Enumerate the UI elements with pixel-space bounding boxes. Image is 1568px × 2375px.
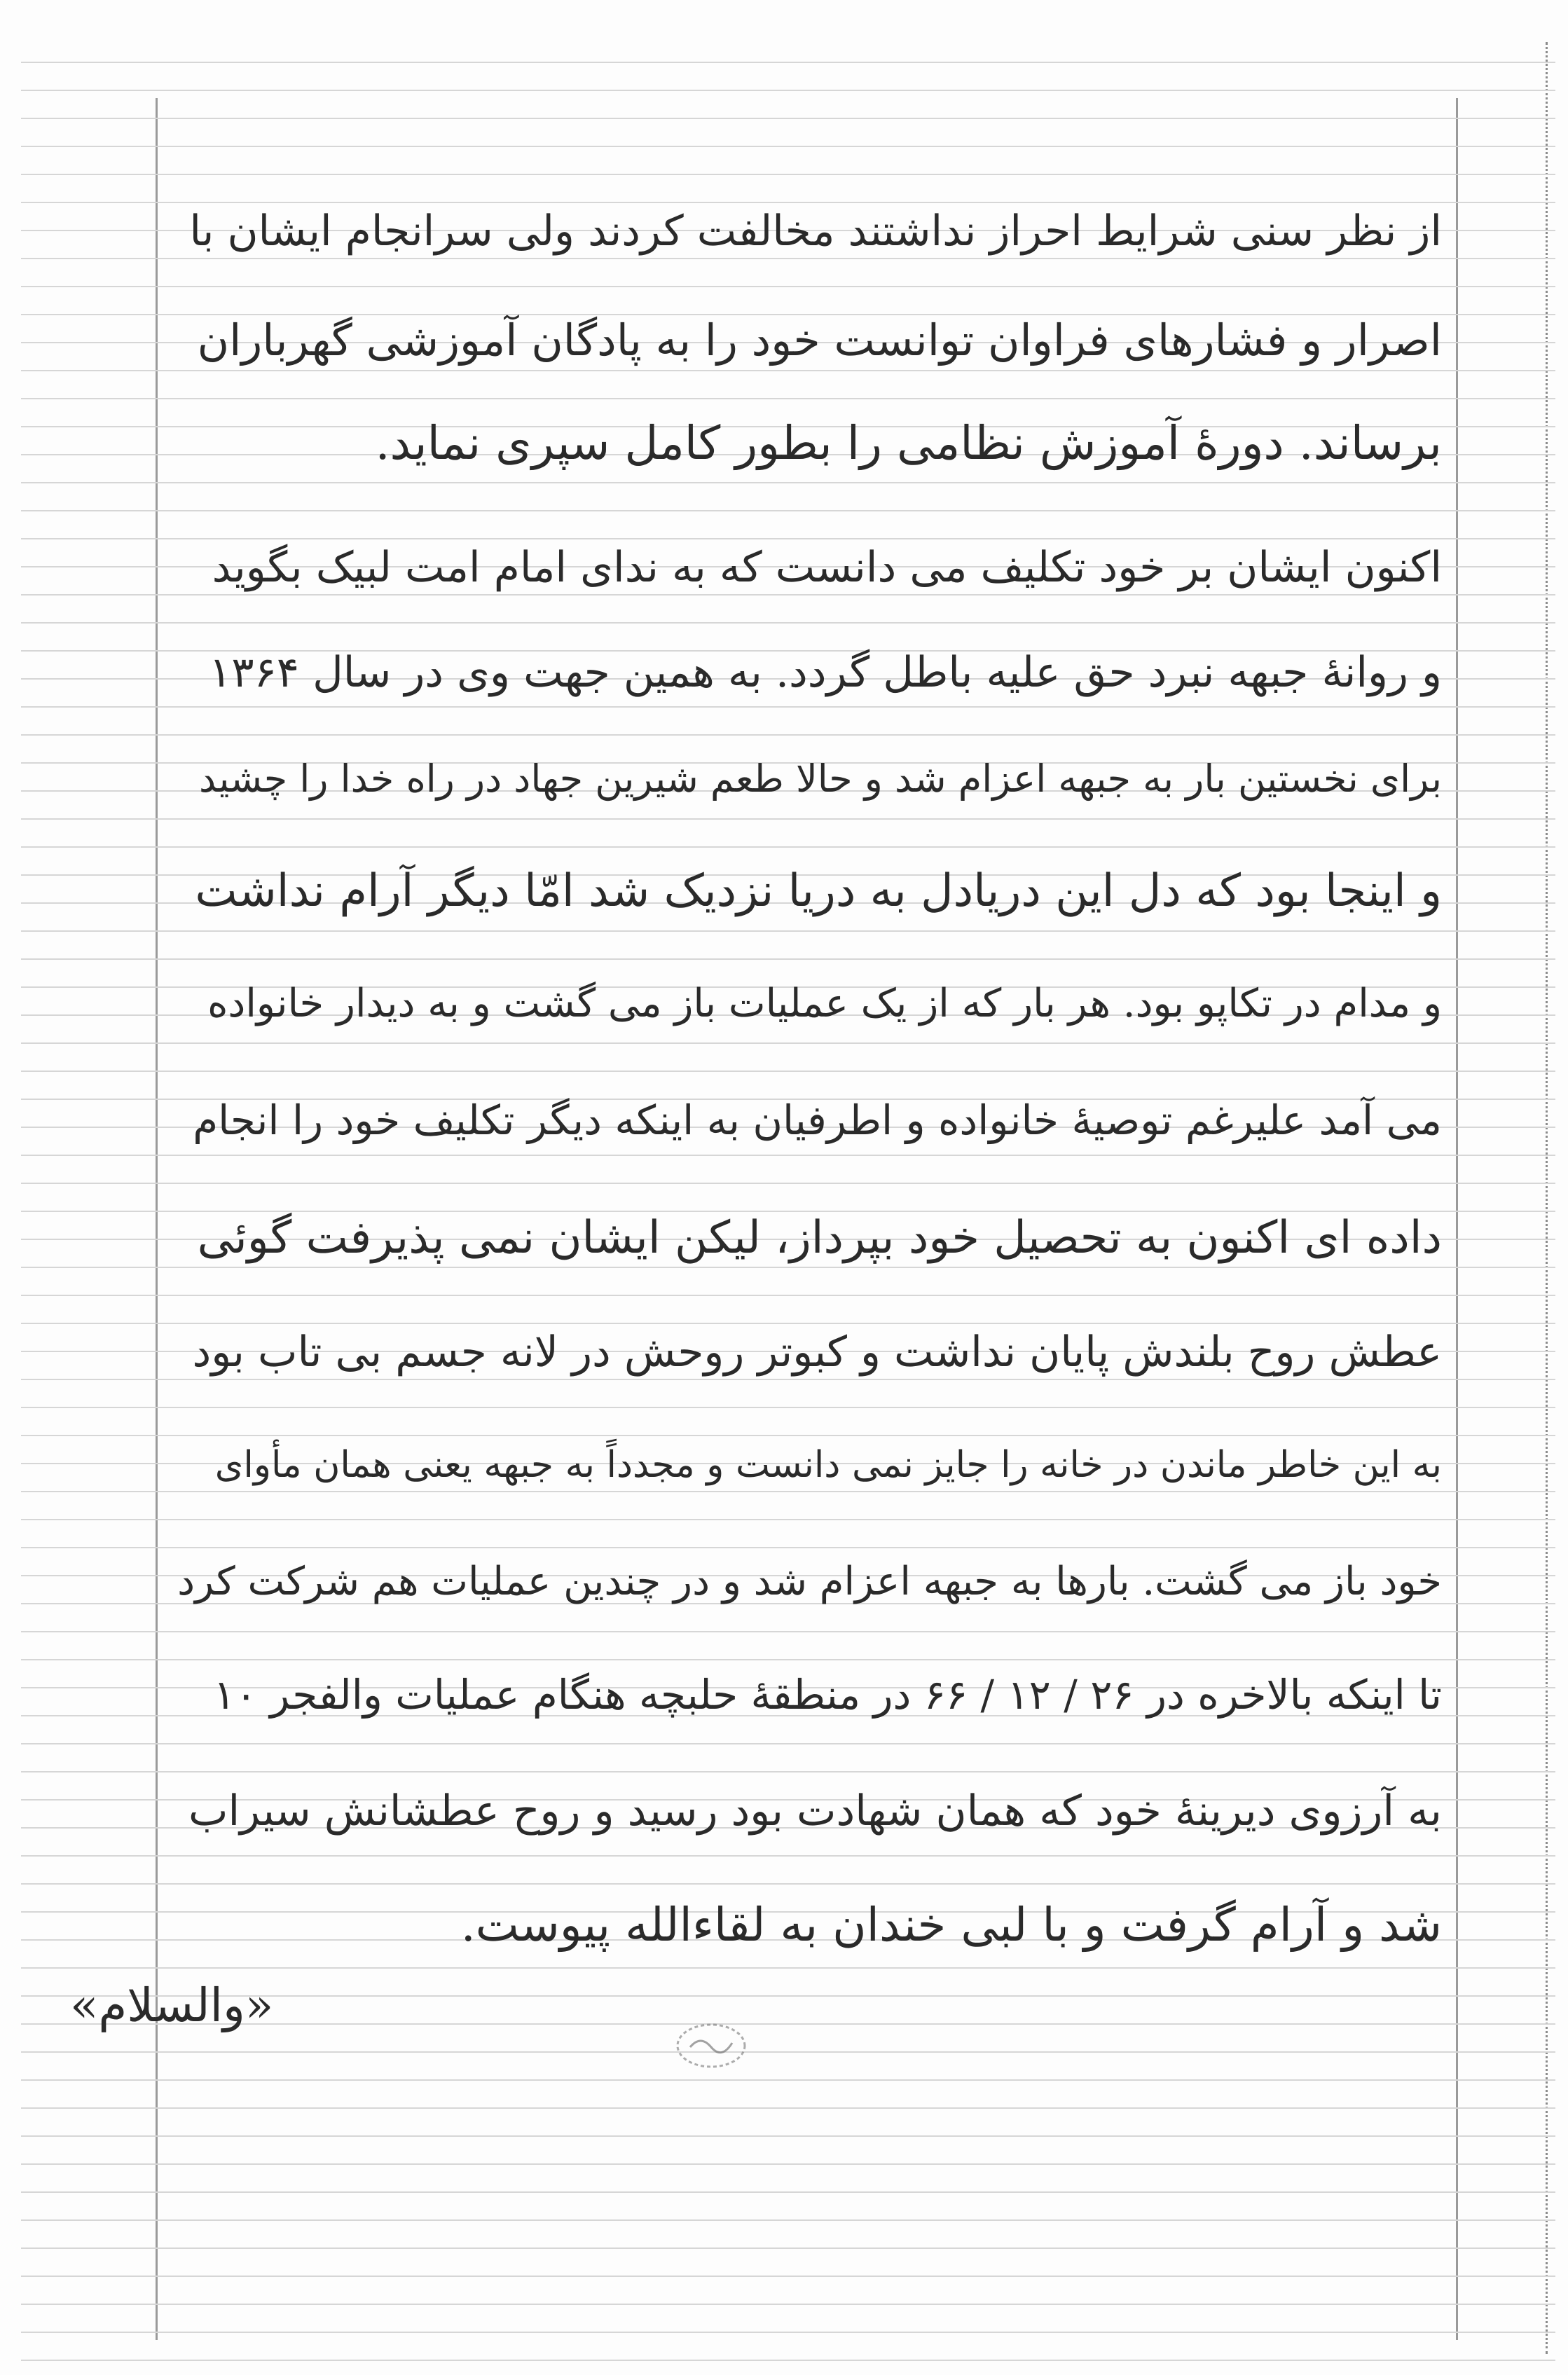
ruled-line bbox=[21, 846, 1555, 848]
ruled-line bbox=[21, 1071, 1555, 1072]
binding-edge bbox=[1546, 42, 1548, 2354]
ruled-line bbox=[21, 2163, 1555, 2165]
ruled-line bbox=[21, 2079, 1555, 2081]
ruled-line bbox=[21, 2191, 1555, 2193]
ruled-line bbox=[21, 1855, 1555, 1857]
ruled-line bbox=[21, 1267, 1555, 1268]
ruled-line bbox=[21, 1743, 1555, 1744]
text-line: خود باز می گشت. بارها به جبهه اعزام شد و در چندین عملیات هم شرکت کرد bbox=[177, 1559, 1442, 1604]
ruled-line bbox=[21, 2051, 1555, 2053]
ruled-line bbox=[21, 174, 1555, 175]
ruled-line bbox=[21, 958, 1555, 960]
ruled-line bbox=[21, 2360, 1555, 2361]
ruled-line bbox=[21, 202, 1555, 203]
ruled-line bbox=[21, 118, 1555, 119]
ruled-line bbox=[21, 2107, 1555, 2109]
ruled-line bbox=[21, 706, 1555, 708]
ruled-line bbox=[21, 2247, 1555, 2249]
ruled-line bbox=[21, 398, 1555, 399]
ruled-line bbox=[21, 734, 1555, 736]
text-line: و روانهٔ جبهه نبرد حق علیه باطل گردد. به همین جهت وی در سال ۱۳۶۴ bbox=[209, 648, 1442, 697]
text-line: شد و آرام گرفت و با لبی خندان به لقاءالله پیوست. bbox=[460, 1898, 1442, 1952]
ruled-line bbox=[21, 1435, 1555, 1436]
ruled-line bbox=[21, 62, 1555, 63]
ruled-line bbox=[21, 510, 1555, 511]
ruled-line bbox=[21, 90, 1555, 91]
text-line: و اینجا بود که دل این دریادل به دریا نزدیک شد امّا دیگر آرام نداشت bbox=[195, 865, 1442, 917]
text-line: به این خاطر ماندن در خانه را جایز نمی دانست و مجدداً به جبهه یعنی همان مأوای bbox=[214, 1444, 1442, 1486]
text-line: برساند. دورهٔ آموزش نظامی را بطور کامل سپری نماید. bbox=[375, 416, 1442, 470]
text-line: عطش روح بلندش پایان نداشت و کبوتر روحش در لانه جسم بی تاب بود bbox=[192, 1328, 1442, 1377]
ruled-line bbox=[21, 594, 1555, 596]
text-line: به آرزوی دیرینهٔ خود که همان شهادت بود رسید و روح عطشانش سیراب bbox=[188, 1787, 1442, 1836]
text-line: تا اینکه بالاخره در ۲۶ / ۱۲ / ۶۶ در منطقهٔ حلبچه هنگام عملیات والفجر ۱۰ bbox=[213, 1671, 1442, 1719]
ruled-line bbox=[21, 1519, 1555, 1520]
ruled-line bbox=[21, 1491, 1555, 1492]
text-line: برای نخستین بار به جبهه اعزام شد و حالا طعم شیرین جهاد در راه خدا را چشید bbox=[198, 757, 1442, 801]
closing-salutation: «والسلام» bbox=[70, 1978, 274, 2032]
ruled-line bbox=[21, 1547, 1555, 1548]
ruled-line bbox=[21, 258, 1555, 259]
ruled-line bbox=[21, 2276, 1555, 2277]
ruled-line bbox=[21, 370, 1555, 371]
ruled-line bbox=[21, 1967, 1555, 1969]
text-line: داده ای اکنون به تحصیل خود بپرداز، لیکن ایشان نمی پذیرفت گوئی bbox=[197, 1212, 1442, 1264]
right-margin-line bbox=[1456, 98, 1458, 2340]
ruled-line bbox=[21, 1631, 1555, 1632]
ruled-line bbox=[21, 1183, 1555, 1184]
ruled-line bbox=[21, 1042, 1555, 1044]
ruled-line bbox=[21, 1407, 1555, 1408]
ruled-line bbox=[21, 930, 1555, 932]
ruled-line bbox=[21, 2304, 1555, 2305]
ruled-line bbox=[21, 482, 1555, 483]
ruled-line bbox=[21, 1323, 1555, 1324]
ruled-line bbox=[21, 818, 1555, 820]
ruled-line bbox=[21, 1659, 1555, 1660]
text-line: اصرار و فشارهای فراوان توانست خود را به پادگان آموزشی گهرباران bbox=[197, 315, 1442, 366]
text-line: و مدام در تکاپو بود. هر بار که از یک عملیات باز می گشت و به دیدار خانواده bbox=[207, 981, 1442, 1026]
ruled-line bbox=[21, 146, 1555, 147]
text-line: از نظر سنی شرایط احراز نداشتند مخالفت کردند ولی سرانجام ایشان با bbox=[189, 207, 1442, 256]
ruled-line bbox=[21, 1771, 1555, 1772]
ruled-line bbox=[21, 1295, 1555, 1296]
ruled-line bbox=[21, 2219, 1555, 2221]
ruled-line bbox=[21, 1379, 1555, 1380]
ruled-line bbox=[21, 286, 1555, 287]
text-line: می آمد علیرغم توصیهٔ خانواده و اطرفیان به اینکه دیگر تکلیف خود را انجام bbox=[193, 1096, 1442, 1144]
stamp-mark bbox=[673, 2018, 750, 2074]
ruled-line bbox=[21, 538, 1555, 539]
ruled-line bbox=[21, 1155, 1555, 1156]
ruled-line bbox=[21, 2135, 1555, 2137]
ruled-line bbox=[21, 622, 1555, 624]
ruled-line bbox=[21, 1883, 1555, 1885]
text-line: اکنون ایشان بر خود تکلیف می دانست که به ندای امام امت لبیک بگوید bbox=[212, 543, 1442, 592]
ruled-line bbox=[21, 2332, 1555, 2333]
